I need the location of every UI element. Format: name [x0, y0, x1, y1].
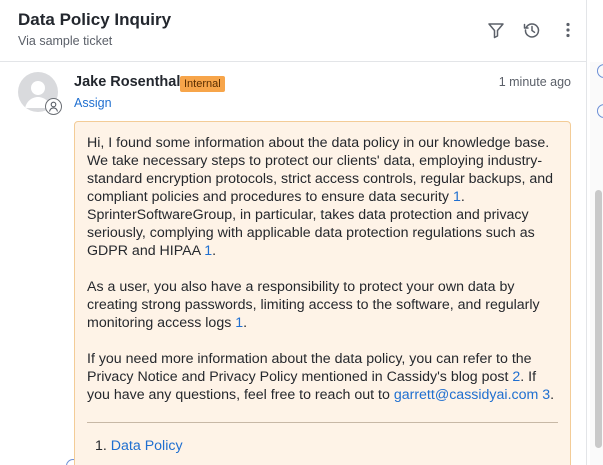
- ticket-subtitle: Via sample ticket: [18, 34, 113, 48]
- citation-link[interactable]: 1: [235, 315, 244, 331]
- paragraph-text: .: [212, 243, 217, 259]
- citation-link[interactable]: 1: [204, 243, 213, 259]
- internal-badge: Internal: [180, 76, 225, 92]
- agent-badge-icon: [45, 98, 62, 115]
- note-paragraph: [87, 350, 558, 404]
- paragraph-text: .: [243, 315, 248, 331]
- more-vertical-icon[interactable]: [558, 20, 578, 40]
- paragraph-text: If you need more information about the data policy, you can refer to the Privacy Notice and Privacy Policy mentioned in Cassidy's blog post: [87, 351, 532, 385]
- side-panel-divider: [586, 0, 587, 465]
- note-paragraph: [87, 278, 558, 332]
- internal-note-bubble: [74, 121, 571, 465]
- assign-link[interactable]: Assign: [74, 96, 112, 110]
- ticket-title: Data Policy Inquiry: [18, 10, 172, 29]
- paragraph-text: .: [550, 387, 555, 403]
- references-divider: [87, 422, 558, 423]
- note-paragraph: [87, 134, 558, 260]
- history-icon[interactable]: [522, 20, 542, 40]
- citation-link[interactable]: 1: [452, 189, 461, 205]
- ticket-header: [0, 0, 586, 62]
- citation-link[interactable]: 3: [542, 387, 551, 403]
- email-link[interactable]: garrett@cassidyai.com: [393, 387, 539, 403]
- paragraph-text: . SprinterSoftwareGroup, in particular, takes data protection and privacy seriously, complying with applicable data protection regulations such as GDPR and HIPAA: [87, 189, 535, 259]
- scrollbar-thumb[interactable]: [595, 190, 602, 448]
- filter-icon[interactable]: [486, 20, 506, 40]
- citation-link[interactable]: 2: [512, 369, 521, 385]
- message-timestamp: 1 minute ago: [498, 75, 571, 89]
- paragraph-text: As a user, you also have a responsibility to protect your own data by creating strong passwords, limiting access to the software, and regularly monitoring access logs: [87, 279, 540, 331]
- paragraph-text: . If you have any questions, feel free to reach out to: [87, 369, 537, 403]
- references-list: [87, 437, 558, 455]
- reference-link[interactable]: Data Policy: [110, 438, 183, 454]
- paragraph-text: Hi, I found some information about the data policy in our knowledge base. We take necessary steps to protect our clients' data, employing industry-standard encryption protocols, strict access controls, regular backups, and compliant policies and procedures to ensure data security: [87, 135, 554, 205]
- message-author: Jake Rosenthal: [74, 74, 181, 90]
- reference-number: 1.: [95, 438, 107, 454]
